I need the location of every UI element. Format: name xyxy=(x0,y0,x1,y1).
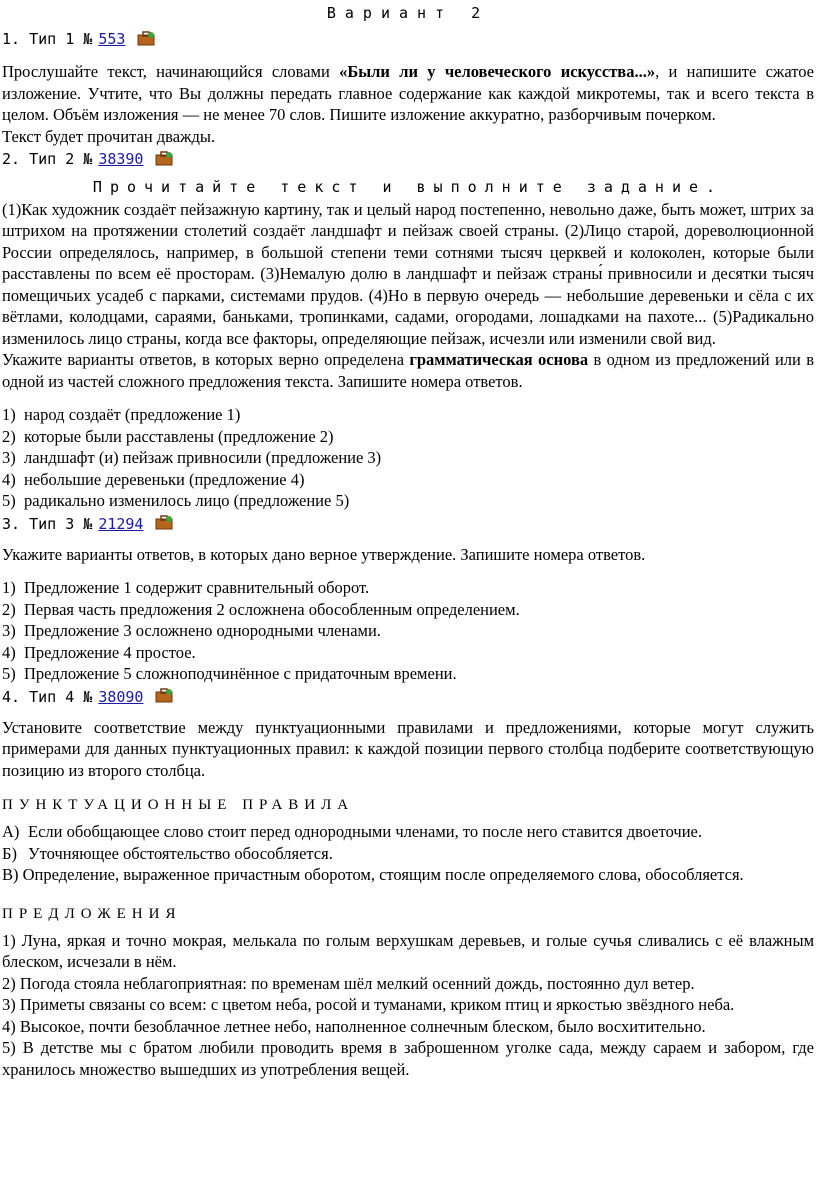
task1-text: Прослушайте текст, начинающийся словами «Были ли у человеческого искусства...», и напишите сжатое изложение. Учтите, что Вы должны передать главное содержание как каждой микротемы, так и всего текста в целом. Объём изложения — не менее 70 слов. Пишите изложение аккуратно, разборчивым почерком. xyxy=(2,62,814,124)
list-item: В) Определение, выраженное причастным оборотом, стоящим после определяемого слова, обособляется. xyxy=(2,865,744,884)
task-number-link[interactable]: 21294 xyxy=(98,514,144,533)
task4-question: Установите соответствие между пунктуационными правилами и предложениями, которые могут служить примерами для данных пунктуационных правил: к каждой позиции первого столбца подберите соответствующую позицию из второго столбца. xyxy=(2,717,814,780)
list-item: 1) Луна, яркая и точно мокрая, мелькала по голым верхушкам деревьев, и голые сучья сливались с её влажным блеском, исчезали в нём. xyxy=(2,930,815,971)
task1-note: Текст будет прочитан дважды. xyxy=(2,126,216,146)
list-item: 2) Погода стояла неблагоприятная: по временам шёл мелкий осенний дождь, постоянно дул ветер. xyxy=(2,973,695,993)
list-item: 1) Предложение 1 содержит сравнительный оборот. xyxy=(2,578,370,597)
list-item: 5) Предложение 5 сложноподчинённое с придаточным времени. xyxy=(2,664,457,683)
task-number-link[interactable]: 38090 xyxy=(98,687,144,706)
list-item: 2) которые были расставлены (предложение 2) xyxy=(2,426,334,446)
task2-question: Укажите варианты ответов, в которых верно определена грамматическая основа в одном из предложений или в одной из частей сложного предложения текста. Запишите номера ответов. xyxy=(2,350,815,391)
rules-header: ПУНКТУАЦИОННЫЕ ПРАВИЛА xyxy=(2,797,355,813)
list-item: А) Если обобщающее слово стоит перед однородными членами, то после него ставится двоеточие. xyxy=(2,822,702,841)
list-item: 4) Предложение 4 простое. xyxy=(2,642,196,662)
task2-options xyxy=(2,404,814,512)
list-item: 3) Предложение 3 осложнено однородными членами. xyxy=(2,621,381,640)
task-label: 4. Тип 4 № xyxy=(2,687,93,706)
list-item: 2) Первая часть предложения 2 осложнена обособленным определением. xyxy=(2,599,520,619)
briefcase-icon[interactable] xyxy=(155,151,173,166)
list-item: 1) народ создаёт (предложение 1) xyxy=(2,405,241,424)
list-item: Б) Уточняющее обстоятельство обособляется. xyxy=(2,843,333,863)
list-item: 3) ландшафт (и) пейзаж привносили (предложение 3) xyxy=(2,448,382,467)
sentences-list xyxy=(2,930,814,1081)
list-item: 4) Высокое, почти безоблачное летнее небо, наполненное солнечным блеском, было восхитительно. xyxy=(2,1016,706,1036)
task3-options xyxy=(2,577,814,685)
task-header-1 xyxy=(2,27,814,53)
rules-list xyxy=(2,821,814,886)
task-label: 2. Тип 2 № xyxy=(2,150,93,169)
task-header-3 xyxy=(2,512,814,538)
briefcase-icon[interactable] xyxy=(155,515,173,530)
sentences-header: ПРЕДЛОЖЕНИЯ xyxy=(2,905,182,922)
task3-question: Укажите варианты ответов, в которых дано верное утверждение. Запишите номера ответов. xyxy=(2,544,646,564)
variant-title: Вариант 2 xyxy=(326,4,490,22)
list-item: 3) Приметы связаны со всем: с цветом неба, росой и туманами, криком птиц и яркостью звёздного неба. xyxy=(2,995,735,1014)
task-header-4 xyxy=(2,685,814,711)
task-number-link[interactable]: 553 xyxy=(98,30,126,49)
briefcase-icon[interactable] xyxy=(155,688,173,703)
task2-passage: (1)Как художник создаёт пейзажную картину, так и целый народ постепенно, невольно даже, быть может, штрих за штрихом на протяжении столетий создаёт ландшафт и пейзаж своей страны. (2)Лицо старой, дореволюционной России определялось, например, в большой степени теми сотнями тысяч церквей и колоколен, которые были расставлены по всем её просторам. (3)Немалую долю в ландшафт и пейзаж страны́ привносили и десятки тысяч помещичьих усадеб с парками, системами прудов. (4)Но в первую очередь — небольшие деревеньки и сёла с их вётлами, колодцами, сараями, баньками, тропинками, садами, огородами, лошадками на пахоте... (5)Радикально изменилось лицо страны, когда все факторы, определяющие пейзаж, исчезли или изменили свой вид. xyxy=(2,199,814,348)
task-number-link[interactable]: 38390 xyxy=(98,150,144,169)
briefcase-icon[interactable] xyxy=(137,31,155,46)
task2-instruction: Прочитайте текст и выполните задание. xyxy=(92,178,724,196)
list-item: 5) радикально изменилось лицо (предложение 5) xyxy=(2,491,350,510)
task-header-2 xyxy=(2,147,814,173)
task-label: 1. Тип 1 № xyxy=(2,30,93,49)
list-item: 4) небольшие деревеньки (предложение 4) xyxy=(2,469,305,489)
document-page xyxy=(2,0,814,1080)
list-item: 5) В детстве мы с братом любили проводить время в заброшенном уголке сада, между сараем и забором, где хранилось множество вышедших из употребления вещей. xyxy=(2,1038,814,1079)
task-label: 3. Тип 3 № xyxy=(2,514,93,533)
